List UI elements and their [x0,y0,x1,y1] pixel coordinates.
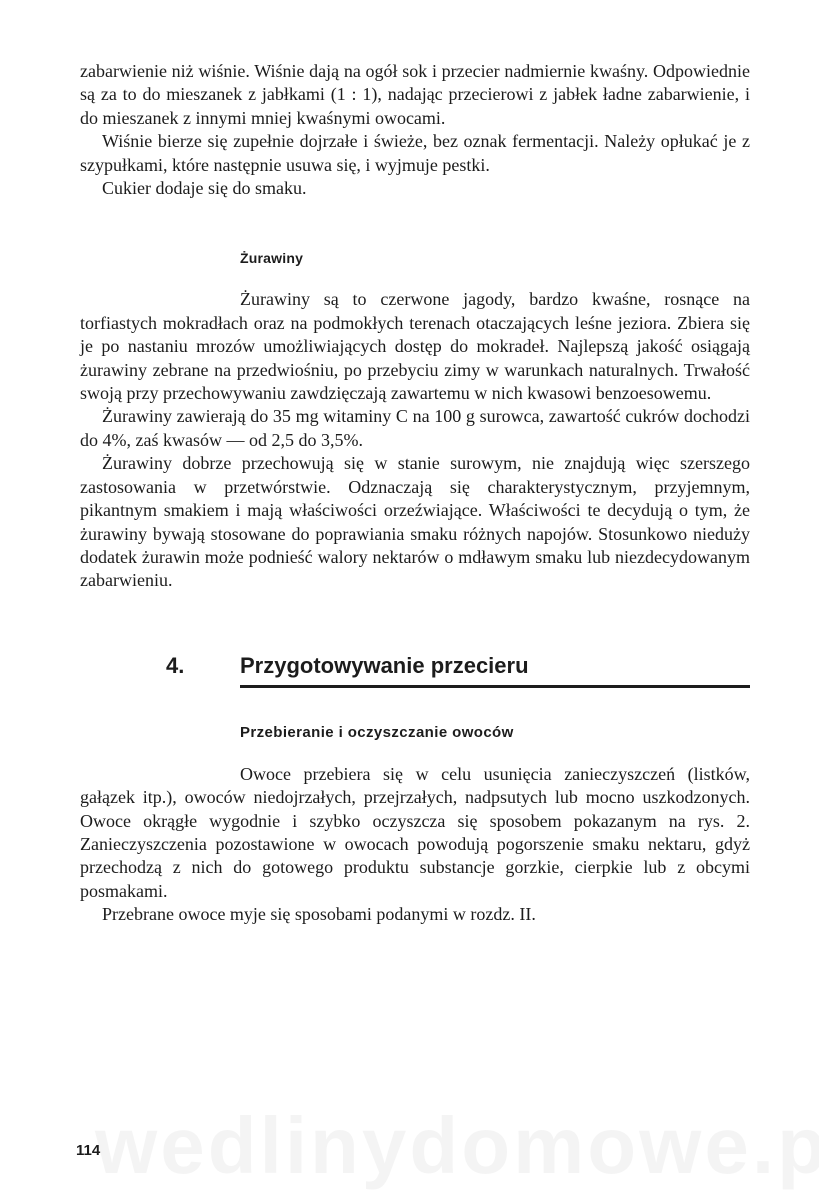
paragraph: zabarwienie niż wiśnie. Wiśnie dają na ogół sok i przecier nadmiernie kwaśny. Odpowiednie są za to do mieszanek z jabłkami (1 : 1), nadając przecierowi z jabłek ładne zabarwienie, i do mieszanek z innymi mniej kwaśnymi owocami. [80,61,750,128]
page-content [80,60,750,927]
paragraph: Żurawiny zawierają do 35 mg witaminy C na 100 g surowca, zawartość cukrów dochodzi do 4%, zaś kwasów — od 2,5 do 3,5%. [80,406,750,450]
paragraph: Żurawiny są to czerwone jagody, bardzo kwaśne, rosnące na torfiastych mokradłach oraz na podmokłych terenach otaczających leśne jeziora. Zbiera się je po nastaniu mrozów umożliwiających dostęp do mokradeł. Najlepszą jakość osiągają żurawiny zebrane na przedwiośniu, po przebyciu zimy w warunkach naturalnych. Trwałość swoją przy przechowywaniu zawdzięczają zawartemu w nich kwasowi benzoesowemu. [80,289,750,404]
chapter-number: 4. [166,652,185,678]
paragraph: Przebrane owoce myje się sposobami podanymi w rozdz. II. [102,904,536,925]
chapter-heading [80,653,750,688]
page-number: 114 [76,1142,101,1159]
section-heading: Żurawiny [240,250,304,267]
section-heading: Przebieranie i oczyszczanie owoców [240,723,514,741]
paragraph: Cukier dodaje się do smaku. [102,178,307,199]
chapter-title: Przygotowywanie przecieru [240,653,750,688]
paragraph: Żurawiny dobrze przechowują się w stanie surowym, nie znajdują więc szerszego zastosowania w przetwórstwie. Odznaczają się charakterystycznym, przyjemnym, pikantnym smakiem i mają właściwości orzeźwiające. Właściwości te decydują o tym, że żurawiny bywają stosowane do poprawiania smaku różnych napojów. Stosunkowo nieduży dodatek żurawin może podnieść walory nektarów o mdławym smaku lub niezdecydowanym zabarwieniu. [80,453,750,591]
paragraph: Owoce przebiera się w celu usunięcia zanieczyszczeń (listków, gałązek itp.), owoców niedojrzałych, przejrzałych, nadpsutych lub mocno uszkodzonych. Owoce okrągłe wygodnie i szybko oczyszcza się sposobem pokazanym na rys. 2. Zanieczyszczenia pozostawione w owocach powodują pogorszenie smaku nektaru, gdyż przechodzą z nich do gotowego produktu substancje gorzkie, cierpkie lub z obcymi posmakami. [80,763,750,901]
paragraph: Wiśnie bierze się zupełnie dojrzałe i świeże, bez oznak fermentacji. Należy opłukać je z szypułkami, które następnie usuwa się, i wyjmuje pestki. [80,131,750,175]
watermark [95,1100,819,1192]
